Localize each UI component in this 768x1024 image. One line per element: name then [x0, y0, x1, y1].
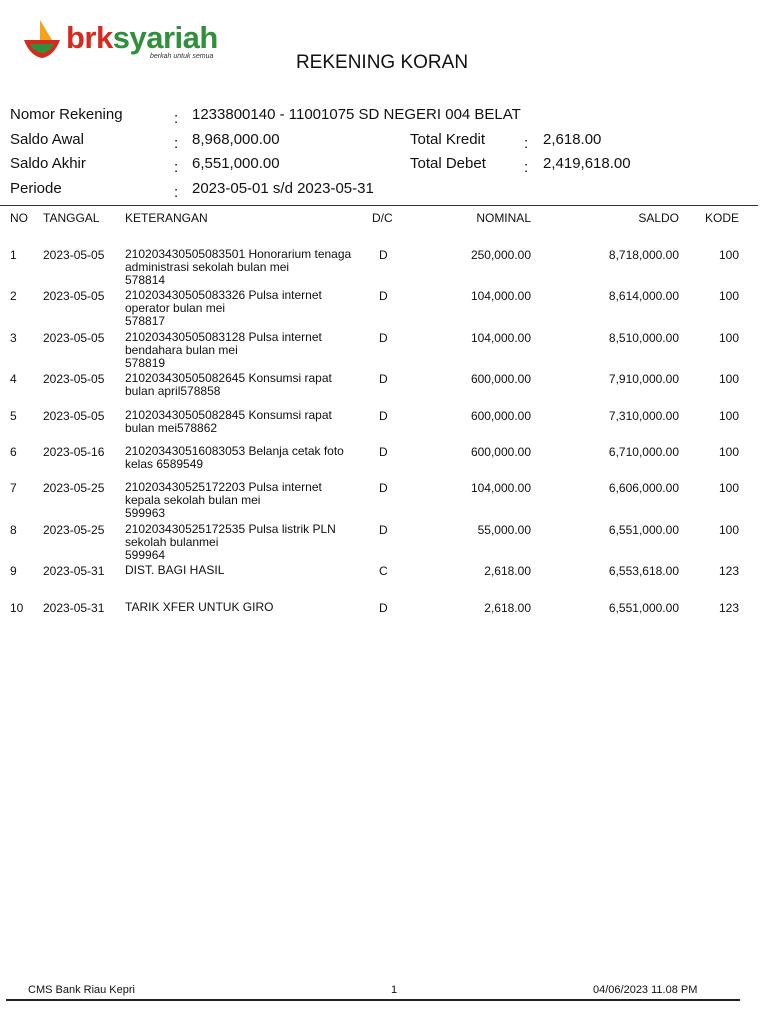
colon: :	[174, 159, 179, 176]
total-kredit-value: 2,618.00	[543, 131, 602, 148]
keterangan-line: 210203430505083128 Pulsa internet	[125, 330, 322, 344]
col-header-dc: D/C	[372, 211, 393, 225]
cell-nominal: 600,000.00	[470, 409, 531, 423]
cell-saldo: 6,710,000.00	[608, 445, 679, 459]
keterangan-line: DIST. BAGI HASIL	[125, 563, 225, 577]
cell-tanggal: 2023-05-31	[43, 564, 105, 578]
cell-kode: 100	[718, 331, 739, 345]
cell-dc: D	[379, 409, 388, 423]
keterangan-line: 599963	[125, 506, 166, 520]
cell-dc: D	[379, 601, 388, 615]
document-title: REKENING KORAN	[295, 52, 469, 73]
brand-tagline: berkah untuk semua	[150, 53, 214, 60]
col-header-tanggal: TANGGAL	[43, 211, 100, 225]
cell-no: 9	[10, 564, 17, 578]
colon: :	[174, 110, 179, 127]
total-kredit-label: Total Kredit	[410, 131, 486, 148]
cell-nominal: 250,000.00	[470, 248, 531, 262]
keterangan-line: kelas 6589549	[125, 457, 204, 471]
brand-name	[66, 20, 218, 56]
cell-keterangan	[125, 331, 375, 370]
footer-bank-name: CMS Bank Riau Kepri	[28, 984, 135, 996]
cell-nominal: 600,000.00	[470, 445, 531, 459]
cell-keterangan	[125, 372, 375, 398]
cell-nominal: 104,000.00	[470, 481, 531, 495]
brand-part-brk: brk	[66, 20, 113, 55]
cell-dc: D	[379, 523, 388, 537]
cell-dc: D	[379, 372, 388, 386]
cell-saldo: 6,551,000.00	[608, 601, 679, 615]
keterangan-line: 210203430505082845 Konsumsi rapat	[125, 408, 332, 422]
cell-dc: D	[379, 289, 388, 303]
cell-tanggal: 2023-05-05	[43, 248, 105, 262]
cell-no: 8	[10, 523, 17, 537]
cell-tanggal: 2023-05-05	[43, 372, 105, 386]
saldo-akhir-label: Saldo Akhir	[10, 155, 86, 172]
cell-tanggal: 2023-05-16	[43, 445, 105, 459]
footer-divider	[6, 999, 740, 1001]
cell-keterangan	[125, 409, 375, 435]
cell-dc: D	[379, 248, 388, 262]
keterangan-line: 578819	[125, 356, 166, 370]
cell-saldo: 7,910,000.00	[608, 372, 679, 386]
col-header-saldo: SALDO	[638, 211, 679, 225]
cell-kode: 100	[718, 248, 739, 262]
keterangan-line: 210203430505083501 Honorarium tenaga	[125, 247, 352, 261]
periode-value: 2023-05-01 s/d 2023-05-31	[192, 180, 374, 197]
total-debet-label: Total Debet	[410, 155, 486, 172]
cell-dc: D	[379, 445, 388, 459]
keterangan-line: TARIK XFER UNTUK GIRO	[125, 600, 274, 614]
cell-no: 3	[10, 331, 17, 345]
cell-keterangan	[125, 523, 375, 562]
keterangan-line: bulan mei578862	[125, 421, 218, 435]
cell-kode: 100	[718, 445, 739, 459]
cell-tanggal: 2023-05-25	[43, 523, 105, 537]
nomor-rekening-label: Nomor Rekening	[10, 106, 123, 123]
cell-kode: 100	[718, 481, 739, 495]
keterangan-line: 210203430505082645 Konsumsi rapat	[125, 371, 332, 385]
cell-tanggal: 2023-05-25	[43, 481, 105, 495]
cell-no: 5	[10, 409, 17, 423]
cell-keterangan	[125, 248, 375, 287]
cell-keterangan	[125, 289, 375, 328]
cell-no: 1	[10, 248, 17, 262]
cell-no: 10	[10, 601, 24, 615]
cell-dc: D	[379, 481, 388, 495]
cell-nominal: 2,618.00	[484, 564, 531, 578]
cell-kode: 100	[718, 372, 739, 386]
cell-saldo: 7,310,000.00	[608, 409, 679, 423]
cell-saldo: 6,553,618.00	[608, 564, 679, 578]
cell-no: 7	[10, 481, 17, 495]
cell-kode: 100	[718, 409, 739, 423]
keterangan-line: kepala sekolah bulan mei	[125, 493, 261, 507]
cell-keterangan	[125, 601, 375, 614]
cell-tanggal: 2023-05-31	[43, 601, 105, 615]
cell-nominal: 600,000.00	[470, 372, 531, 386]
colon: :	[174, 184, 179, 201]
cell-no: 4	[10, 372, 17, 386]
cell-no: 2	[10, 289, 17, 303]
brand-part-syariah: syariah	[112, 20, 218, 55]
total-debet-value: 2,419,618.00	[543, 155, 631, 172]
cell-dc: C	[379, 564, 388, 578]
cell-nominal: 104,000.00	[470, 331, 531, 345]
cell-saldo: 8,718,000.00	[608, 248, 679, 262]
keterangan-line: 578817	[125, 314, 166, 328]
col-header-no: NO	[10, 211, 28, 225]
cell-kode: 123	[718, 564, 739, 578]
cell-dc: D	[379, 331, 388, 345]
col-header-keterangan: KETERANGAN	[125, 211, 208, 225]
cell-nominal: 2,618.00	[484, 601, 531, 615]
keterangan-line: sekolah bulanmei	[125, 535, 219, 549]
cell-saldo: 8,614,000.00	[608, 289, 679, 303]
cell-kode: 100	[718, 523, 739, 537]
keterangan-line: 578814	[125, 273, 166, 287]
header-divider	[0, 205, 758, 206]
cell-keterangan	[125, 445, 375, 471]
keterangan-line: bendahara bulan mei	[125, 343, 238, 357]
cell-no: 6	[10, 445, 17, 459]
keterangan-line: 599964	[125, 548, 166, 562]
periode-label: Periode	[10, 180, 62, 197]
saldo-awal-label: Saldo Awal	[10, 131, 84, 148]
saldo-awal-value: 8,968,000.00	[192, 131, 280, 148]
keterangan-line: 210203430505083326 Pulsa internet	[125, 288, 322, 302]
footer-datetime: 04/06/2023 11.08 PM	[593, 984, 698, 996]
cell-kode: 100	[718, 289, 739, 303]
keterangan-line: 210203430516083053 Belanja cetak foto	[125, 444, 344, 458]
cell-saldo: 6,551,000.00	[608, 523, 679, 537]
cell-kode: 123	[718, 601, 739, 615]
keterangan-line: bulan april578858	[125, 384, 221, 398]
footer-page-number: 1	[391, 984, 398, 996]
saldo-akhir-value: 6,551,000.00	[192, 155, 280, 172]
cell-saldo: 6,606,000.00	[608, 481, 679, 495]
col-header-kode: KODE	[704, 211, 739, 225]
colon: :	[524, 135, 529, 152]
col-header-nominal: NOMINAL	[476, 211, 531, 225]
cell-keterangan	[125, 564, 375, 577]
cell-nominal: 104,000.00	[470, 289, 531, 303]
nomor-rekening-value: 1233800140 - 11001075 SD NEGERI 004 BELAT	[192, 106, 521, 123]
cell-nominal: 55,000.00	[477, 523, 531, 537]
keterangan-line: operator bulan mei	[125, 301, 226, 315]
colon: :	[524, 159, 529, 176]
cell-tanggal: 2023-05-05	[43, 331, 105, 345]
keterangan-line: administrasi sekolah bulan mei	[125, 260, 290, 274]
keterangan-line: 210203430525172535 Pulsa listrik PLN	[125, 522, 336, 536]
colon: :	[174, 135, 179, 152]
cell-keterangan	[125, 481, 375, 520]
cell-tanggal: 2023-05-05	[43, 409, 105, 423]
keterangan-line: 210203430525172203 Pulsa internet	[125, 480, 322, 494]
cell-saldo: 8,510,000.00	[608, 331, 679, 345]
cell-tanggal: 2023-05-05	[43, 289, 105, 303]
